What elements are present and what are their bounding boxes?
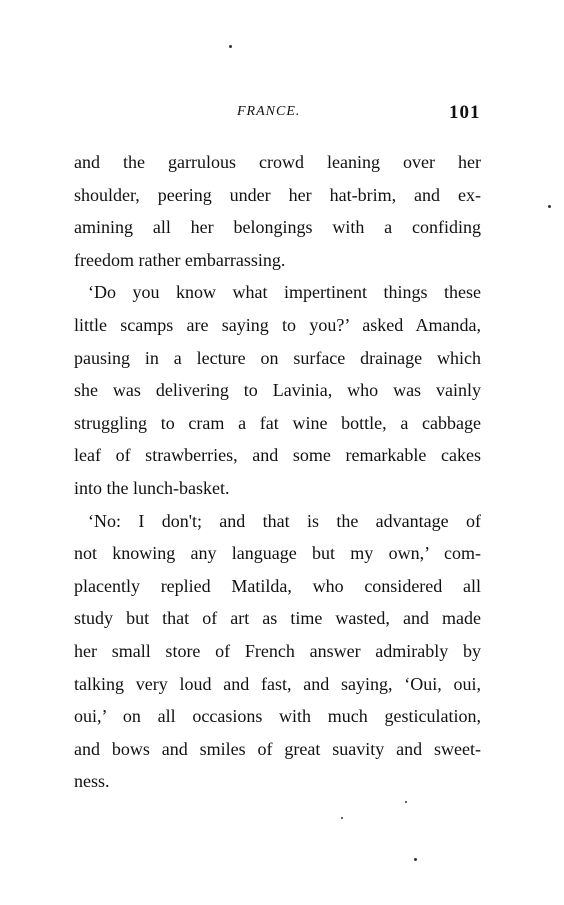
text-line: into the lunch-basket. xyxy=(74,477,230,498)
paragraph-first-line: ‘Do you know what impertinent things these xyxy=(88,282,481,303)
text-line: pausing in a lecture on surface drainage which xyxy=(74,347,481,368)
text-line: ness. xyxy=(74,771,110,792)
text-line: freedom rather embarrassing. xyxy=(74,249,286,270)
text-line: amining all her belongings with a confiding xyxy=(74,217,481,238)
print-speck xyxy=(548,205,551,208)
text-line: and bows and smiles of great suavity and sweet- xyxy=(74,738,481,759)
text-line: shoulder, peering under her hat-brim, and ex- xyxy=(74,184,481,205)
text-line: leaf of strawberries, and some remarkable cakes xyxy=(74,445,481,466)
text-line: talking very loud and fast, and saying, ‘Oui, oui, xyxy=(74,673,481,694)
print-speck xyxy=(341,817,343,819)
paragraph-first-line: ‘No: I don't; and that is the advantage of xyxy=(88,510,481,531)
running-head-title: FRANCE. xyxy=(237,104,301,119)
text-line: study but that of art as time wasted, and made xyxy=(74,608,481,629)
print-speck xyxy=(405,801,407,803)
text-line: little scamps are saying to you?’ asked Amanda, xyxy=(74,314,481,335)
page-number: 101 xyxy=(449,102,481,123)
text-line: not knowing any language but my own,’ com- xyxy=(74,543,481,564)
text-line: struggling to cram a fat wine bottle, a cabbage xyxy=(74,412,481,433)
print-speck xyxy=(229,45,232,48)
running-head xyxy=(0,104,564,126)
text-line: oui,’ on all occasions with much gesticulation, xyxy=(74,706,481,727)
body-text xyxy=(74,146,481,798)
text-line: placently replied Matilda, who considered all xyxy=(74,575,481,596)
text-line: her small store of French answer admirably by xyxy=(74,640,481,661)
text-line: and the garrulous crowd leaning over her xyxy=(74,152,481,172)
print-speck xyxy=(414,858,417,861)
text-line: she was delivering to Lavinia, who was vainly xyxy=(74,380,481,401)
